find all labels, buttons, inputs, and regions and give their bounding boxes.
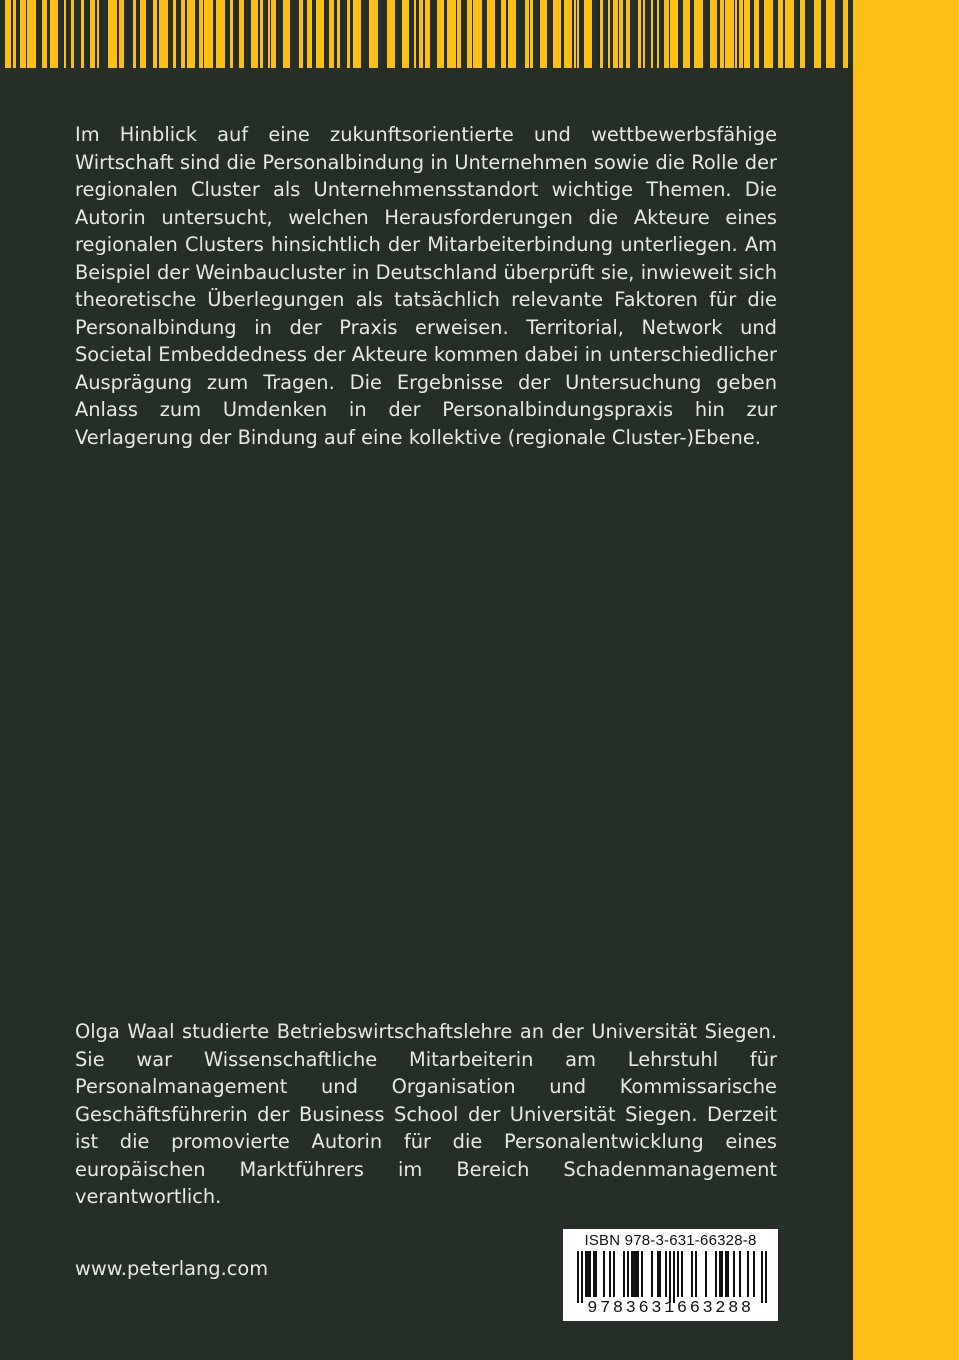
isbn-digits: 9783631663288 bbox=[587, 1299, 754, 1318]
book-description: Im Hinblick auf eine zukunftsorientierte und wettbewerbsfähige Wirtschaft sind die Personalbindung in Unternehmen sowie die Rolle der regionalen Cluster als Unternehmensstandort wichtige Themen. Die Autorin untersucht, welchen Herausforderungen die Akteure eines regionalen Clusters hinsichtlich der Mitarbeiterbindung unterliegen. Am Beispiel der Weinbaucluster in Deutschland überprüft sie, inwieweit sich theoretische Überlegungen als tatsächlich relevante Faktoren für die Personalbindung in der Praxis erweisen. Territorial, Network und Societal Embeddedness der Akteure kommen dabei in unterschiedlicher Ausprägung zum Tragen. Die Ergebnisse der Untersuchung geben Anlass zum Umdenken in der Personalbindungspraxis hin zur Verlagerung der Bindung auf eine kollektive (regionale Cluster-)Ebene. bbox=[75, 123, 777, 449]
yellow-spine-strip bbox=[853, 0, 959, 1360]
publisher-website: www.peterlang.com bbox=[75, 1257, 269, 1280]
isbn-barcode bbox=[563, 1229, 778, 1321]
top-barcode-pattern bbox=[0, 0, 959, 68]
isbn-label: ISBN 978-3-631-66328-8 bbox=[584, 1232, 757, 1249]
author-biography: Olga Waal studierte Betriebswirtschaftslehre an der Universität Siegen. Sie war Wissenschaftliche Mitarbeiterin am Lehrstuhl für Personalmanagement und Organisation und Kommissarische Geschäftsführerin der Business School der Universität Siegen. Derzeit ist die promovierte Autorin für die Personalentwicklung eines europäischen Marktführers im Bereich Schadenmanagement verantwortlich. bbox=[75, 1020, 777, 1208]
